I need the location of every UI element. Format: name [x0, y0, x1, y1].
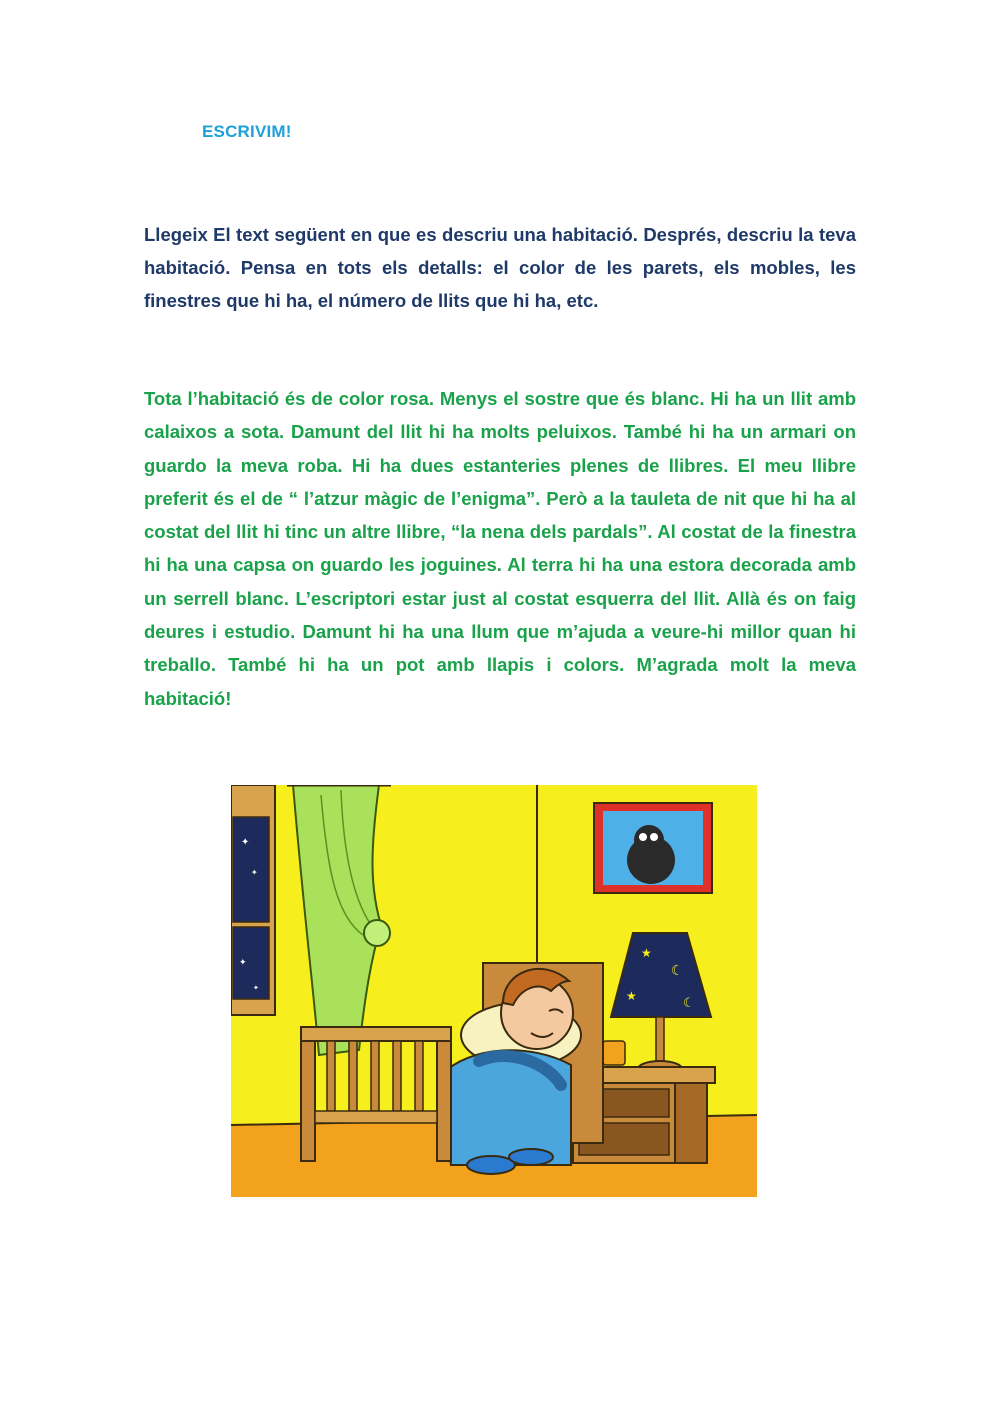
worksheet-title: ESCRIVIM!: [202, 122, 292, 141]
moon-icon: ☾: [671, 962, 684, 978]
footboard-slat: [349, 1041, 357, 1111]
footboard-slat: [327, 1041, 335, 1111]
star-icon: ★: [641, 946, 652, 960]
footboard-slat: [371, 1041, 379, 1111]
star-icon: ✦: [241, 837, 250, 848]
curtain-bow: [364, 920, 390, 946]
bedroom-drawing: [231, 785, 757, 1197]
mug: [603, 1041, 625, 1065]
star-icon: ★: [626, 989, 637, 1003]
cat-eye: [639, 833, 647, 841]
footboard: [301, 1027, 451, 1041]
model-description-paragraph: Tota l’habitació és de color rosa. Menys el sostre que és blanc. Hi ha un llit amb calaixos a sota. Damunt del llit hi ha molts peluixos. També hi ha un armari on guardo la meva roba. Hi ha dues estanteries plenes de llibres. El meu llibre preferit és el de “ l’atzur màgic de l’enigma”. Però a la tauleta de nit que hi ha al costat del llit hi tinc un altre llibre, “la nena dels pardals”. Al costat de la finestra hi ha una capsa on guardo les joguines. Al terra hi ha una estora decorada amb un serrell blanc. L’escriptori estar just al costat esquerra del llit. Allà és on faig deures i estudio. Damunt hi ha una llum que m’ajuda a veure-hi millor quan hi treballo. També hi ha un pot amb llapis i colors. M’agrada molt la meva habitació!: [144, 388, 856, 709]
cat-head: [634, 825, 664, 855]
cat-eye: [650, 833, 658, 841]
lamp-stem: [656, 1017, 664, 1067]
footboard-rail: [315, 1111, 437, 1123]
footboard-post: [437, 1041, 451, 1161]
star-icon: ✦: [253, 985, 259, 992]
star-icon: ✦: [239, 957, 247, 967]
footboard-post: [301, 1041, 315, 1161]
instructions-paragraph: Llegeix El text següent en que es descriu una habitació. Després, descriu la teva habitació. Pensa en tots els detalls: el color de les parets, els mobles, les finestres que hi ha, el número de llits que hi ha, etc.: [144, 224, 856, 311]
footboard-slat: [415, 1041, 423, 1111]
footboard-slat: [393, 1041, 401, 1111]
star-icon: ✦: [251, 868, 258, 877]
slipper: [467, 1156, 515, 1174]
slipper: [509, 1149, 553, 1165]
moon-icon: ☾: [683, 995, 695, 1010]
bedroom-illustration: [231, 785, 757, 1197]
nightstand-side: [675, 1083, 707, 1163]
